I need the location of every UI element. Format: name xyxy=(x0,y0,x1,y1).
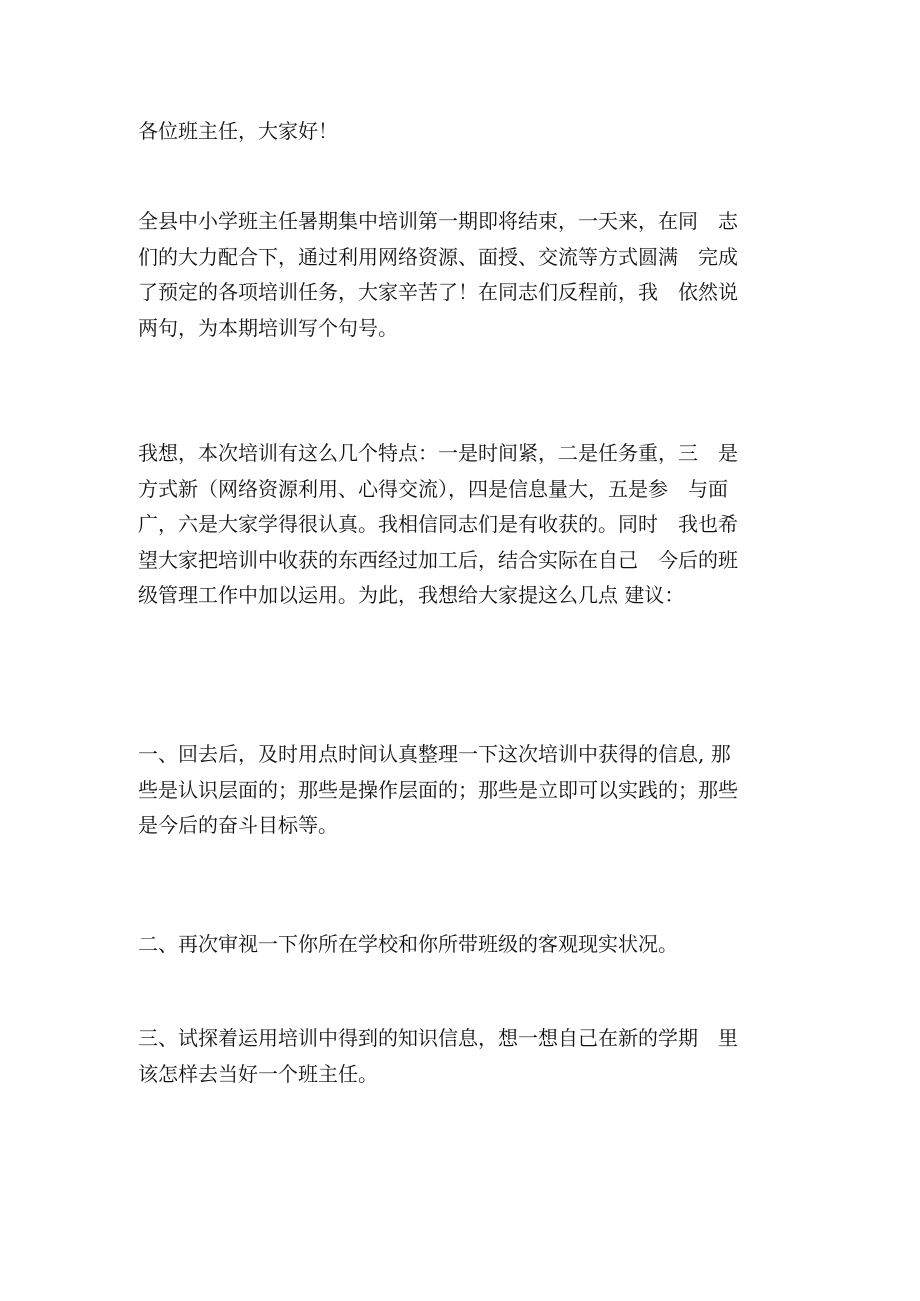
paragraph-suggestion-one xyxy=(138,737,788,844)
paragraph-training-summary xyxy=(138,204,788,346)
text-line: 方式新（网络资源利用、心得交流），四是信息量大，五是参 与面 xyxy=(138,476,728,501)
text-line: 一、回去后，及时用点时间认真整理一下这次培训中获得的信息, 那 xyxy=(138,742,731,766)
text-line: 是今后的奋斗目标等。 xyxy=(138,813,338,837)
text-line: 们的大力配合下，通过利用网络资源、面授、交流等方式圆满 完成 xyxy=(138,244,738,269)
paragraph-suggestion-three xyxy=(138,1021,788,1092)
greeting-paragraph xyxy=(138,114,788,150)
text-line: 了预定的各项培训任务，大家辛苦了！在同志们反程前，我 依然说 xyxy=(138,280,738,304)
text-line: 该怎样去当好一个班主任。 xyxy=(138,1061,378,1086)
text-line: 全县中小学班主任暑期集中培训第一期即将结束，一天来，在同 志 xyxy=(138,209,738,233)
text-line: 望大家把培训中收获的东西经过加工后，结合实际在自己 今后的班 xyxy=(138,547,738,572)
text-line: 级管理工作中加以运用。为此，我想给大家提这么几点 建议： xyxy=(138,583,685,607)
text-line: 我想，本次培训有这么几个特点：一是时间紧，二是任务重，三 是 xyxy=(138,441,738,465)
paragraph-suggestion-two xyxy=(138,927,788,963)
text-line: 些是认识层面的；那些是操作层面的；那些是立即可以实践的；那些 xyxy=(138,777,738,802)
text-line: 二、再次审视一下你所在学校和你所带班级的客观现实状况。 xyxy=(138,932,678,956)
text-line: 三、试探着运用培训中得到的知识信息，想一想自己在新的学期 里 xyxy=(138,1026,738,1050)
greeting-line: 各位班主任，大家好！ xyxy=(138,119,338,143)
paragraph-training-features xyxy=(138,436,788,614)
text-line: 两句，为本期培训写个句号。 xyxy=(138,315,398,340)
text-line: 广，六是大家学得很认真。我相信同志们是有收获的。同时 我也希 xyxy=(138,512,738,536)
